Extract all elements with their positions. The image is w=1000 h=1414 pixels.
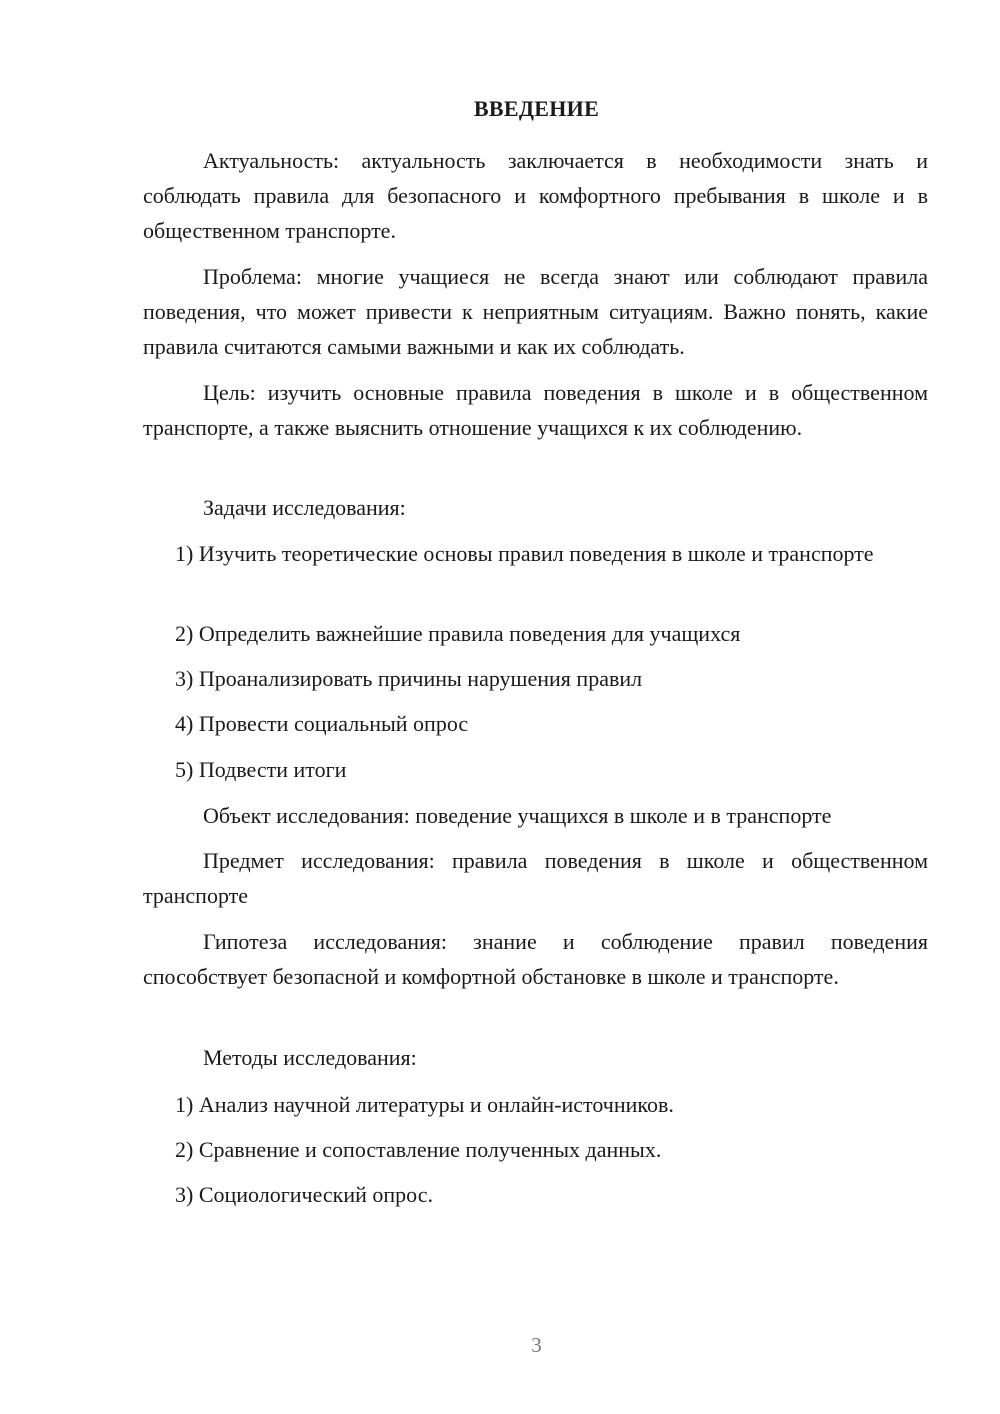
page-title: ВВЕДЕНИЕ — [473, 96, 600, 121]
object-paragraph: Объект исследования: поведение учащихся в школе и в транспорте — [203, 803, 832, 828]
problem-paragraph: Проблема: многие учащиеся не всегда знают или соблюдают правила поведения, что может привести к неприятным ситуациям. Важно понять, какие правила считаются самыми важными и как их соблюдать. — [143, 264, 928, 359]
page-number: 3 — [531, 1333, 542, 1357]
task-item-2: 2) Определить важнейшие правила поведения для учащихся — [175, 621, 741, 646]
method-item-1: 1) Анализ научной литературы и онлайн-источников. — [175, 1092, 674, 1117]
task-item-5: 5) Подвести итоги — [175, 757, 347, 782]
task-item-4: 4) Провести социальный опрос — [175, 711, 469, 736]
task-item-3: 3) Проанализировать причины нарушения правил — [175, 666, 643, 691]
task-item-1: 1) Изучить теоретические основы правил поведения в школе и транспорте — [175, 541, 874, 566]
methods-title: Методы исследования: — [203, 1045, 417, 1070]
relevance-paragraph: Актуальность: актуальность заключается в необходимости знать и соблюдать правила для безопасного и комфортного пребывания в школе и в общественном транспорте. — [143, 148, 928, 243]
subject-paragraph: Предмет исследования: правила поведения в школе и общественном транспорте — [143, 848, 928, 908]
hypothesis-paragraph: Гипотеза исследования: знание и соблюдение правил поведения способствует безопасной и комфортной обстановке в школе и транспорте. — [143, 929, 928, 989]
goal-paragraph: Цель: изучить основные правила поведения в школе и в общественном транспорте, а также выяснить отношение учащихся к их соблюдению. — [143, 380, 928, 440]
method-item-3: 3) Социологический опрос. — [175, 1182, 433, 1207]
tasks-title: Задачи исследования: — [203, 495, 406, 520]
method-item-2: 2) Сравнение и сопоставление полученных данных. — [175, 1137, 662, 1162]
